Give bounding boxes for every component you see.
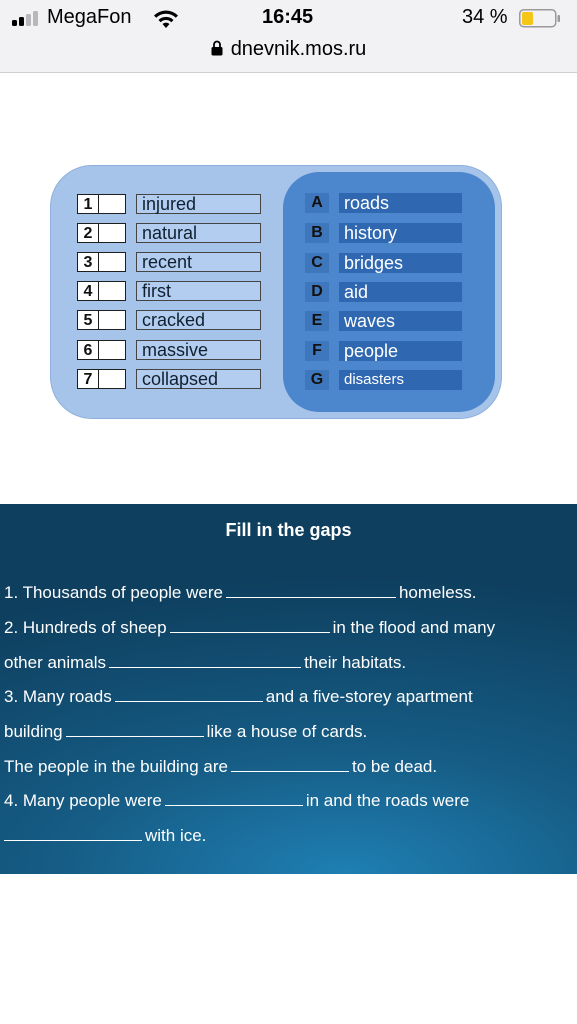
match-word: massive [136, 340, 261, 360]
option-word: history [339, 223, 462, 243]
signal-bars-icon [12, 10, 42, 26]
battery-icon [519, 9, 561, 28]
item-number: 7 [77, 369, 99, 389]
url-text: dnevnik.mos.ru [230, 38, 367, 60]
option-letter: D [305, 282, 329, 302]
match-word: injured [136, 194, 261, 214]
option-word: aid [339, 282, 462, 302]
answer-box[interactable] [99, 281, 126, 301]
status-bar [0, 0, 577, 36]
match-word: cracked [136, 310, 261, 330]
answer-box[interactable] [99, 223, 126, 243]
sentence-line: building like a house of cards. [4, 722, 368, 741]
answer-box[interactable] [99, 252, 126, 272]
option-word: people [339, 341, 462, 361]
option-letter: B [305, 223, 329, 243]
item-number: 4 [77, 281, 99, 301]
option-word: roads [339, 193, 462, 213]
option-letter: G [305, 370, 329, 390]
options-panel [283, 172, 495, 412]
answer-box[interactable] [99, 369, 126, 389]
option-word: disasters [339, 370, 462, 390]
option-letter: E [305, 311, 329, 331]
address-bar[interactable] [0, 36, 577, 73]
blank-gap[interactable] [109, 653, 301, 668]
blank-gap[interactable] [170, 618, 330, 633]
blank-gap[interactable] [231, 757, 349, 772]
carrier-name: MegaFon [47, 6, 132, 28]
item-number: 5 [77, 310, 99, 330]
matching-exercise [50, 165, 502, 419]
blank-gap[interactable] [4, 826, 142, 841]
option-letter: F [305, 341, 329, 361]
answer-box[interactable] [99, 310, 126, 330]
answer-box[interactable] [99, 340, 126, 360]
option-word: waves [339, 311, 462, 331]
lock-icon [211, 40, 223, 56]
sentence-line: with ice. [4, 826, 206, 846]
sentence-line: 2. Hundreds of sheep in the flood and many [4, 618, 496, 637]
sentence-line: 4. Many people were in and the roads were [4, 791, 470, 810]
exercise-title: Fill in the gaps [225, 520, 352, 540]
wifi-icon [152, 8, 180, 30]
option-letter: C [305, 253, 329, 273]
match-word: recent [136, 252, 261, 272]
item-number: 1 [77, 194, 99, 214]
answer-box[interactable] [99, 194, 126, 214]
sentence-line: 1. Thousands of people were homeless. [4, 583, 477, 602]
blank-gap[interactable] [115, 687, 263, 702]
option-letter: A [305, 193, 329, 213]
item-number: 6 [77, 340, 99, 360]
sentence-line: 3. Many roads and a five-storey apartment [4, 687, 473, 706]
option-word: bridges [339, 253, 462, 273]
sentence-line: other animals their habitats. [4, 653, 407, 672]
match-word: natural [136, 223, 261, 243]
match-word: first [136, 281, 261, 301]
clock: 16:45 [262, 6, 314, 28]
fill-gaps-exercise [0, 504, 577, 874]
battery-percent: 34 % [462, 6, 508, 28]
match-word: collapsed [136, 369, 261, 389]
sentence-line: The people in the building are to be dead. [4, 757, 438, 776]
item-number: 3 [77, 252, 99, 272]
blank-gap[interactable] [226, 583, 396, 598]
blank-gap[interactable] [165, 791, 303, 806]
blank-gap[interactable] [66, 722, 204, 737]
item-number: 2 [77, 223, 99, 243]
